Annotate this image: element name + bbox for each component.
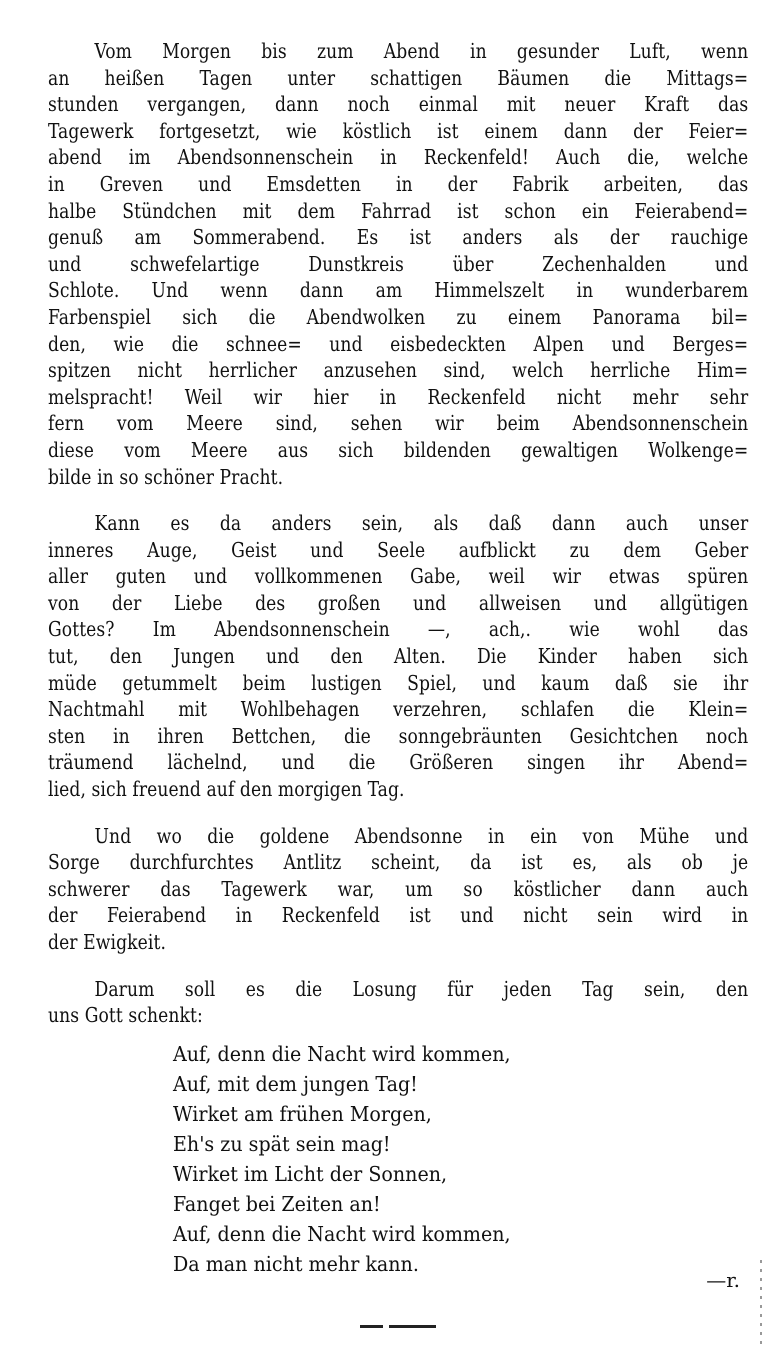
text-line: sten in ihren Bettchen, die sonngebräunten Gesichtchen noch <box>48 723 749 748</box>
author-signature: —r. <box>706 1268 740 1292</box>
text-line: Vom Morgen bis zum Abend in gesunder Luft, wenn <box>94 39 749 63</box>
text-line: Nachtmahl mit Wohlbehagen verzehren, schlafen die Klein= <box>48 697 749 722</box>
text-line: Und wo die goldene Abendsonne in ein von Mühe und <box>94 823 749 848</box>
text-line: an heißen Tagen unter schattigen Bäumen die Mittags= <box>48 65 749 90</box>
text-line: träumend lächelnd, und die Größeren singen ihr Abend= <box>48 750 749 775</box>
document-page <box>48 38 748 1279</box>
paragraph-1 <box>48 38 748 490</box>
text-line: uns Gott schenkt: <box>48 1003 203 1028</box>
text-line: der Feierabend in Reckenfeld ist und nicht sein wird in <box>48 903 749 928</box>
text-line: spitzen nicht herrlicher anzusehen sind, welch herrliche Him= <box>48 358 749 383</box>
poem-line: Auf, denn die Nacht wird kommen, <box>173 1221 511 1246</box>
text-line: Schlote. Und wenn dann am Himmelszelt in wunderbarem <box>48 278 749 303</box>
poem-line: Wirket am frühen Morgen, <box>173 1101 432 1126</box>
text-line: inneres Auge, Geist und Seele aufblickt zu dem Geber <box>48 537 749 562</box>
text-line: Sorge durchfurchtes Antlitz scheint, da ist es, als ob je <box>48 850 749 875</box>
section-separator-rule <box>360 1325 436 1328</box>
text-line: von der Liebe des großen und allweisen und allgütigen <box>48 590 749 615</box>
poem-line: Auf, denn die Nacht wird kommen, <box>173 1041 511 1066</box>
text-line: Tagewerk fortgesetzt, wie köstlich ist einem dann der Feier= <box>48 118 749 143</box>
text-line: Kann es da anders sein, als daß dann auch unser <box>94 511 749 536</box>
text-line: Gottes? Im Abendsonnenschein —, ach,. wie wohl das <box>48 617 749 642</box>
text-line: genuß am Sommerabend. Es ist anders als der rauchige <box>48 225 749 250</box>
paragraph-4 <box>48 976 748 1029</box>
text-line: tut, den Jungen und den Alten. Die Kinder haben sich <box>48 644 749 669</box>
text-line: halbe Stündchen mit dem Fahrrad ist schon ein Feierabend= <box>48 198 749 223</box>
paragraph-2 <box>48 510 748 803</box>
text-line: müde getummelt beim lustigen Spiel, und kaum daß sie ihr <box>48 670 749 695</box>
text-line: und schwefelartige Dunstkreis über Zechenhalden und <box>48 251 749 276</box>
text-line: schwerer das Tagewerk war, um so köstlicher dann auch <box>48 876 749 901</box>
paragraph-3 <box>48 823 748 956</box>
text-line: Darum soll es die Losung für jeden Tag sein, den <box>94 976 749 1001</box>
poem-line: Auf, mit dem jungen Tag! <box>173 1071 418 1096</box>
text-line: in Greven und Emsdetten in der Fabrik arbeiten, das <box>48 171 749 196</box>
text-line: fern vom Meere sind, sehen wir beim Abendsonnenschein <box>48 411 749 436</box>
text-line: aller guten und vollkommenen Gabe, weil wir etwas spüren <box>48 564 749 589</box>
poem-verse-block <box>173 1039 778 1279</box>
text-line: den, wie die schnee= und eisbedeckten Alpen und Berges= <box>48 331 749 356</box>
text-line: diese vom Meere aus sich bildenden gewaltigen Wolkenge= <box>48 437 749 462</box>
poem-line: Da man nicht mehr kann. <box>173 1251 419 1276</box>
text-line: lied, sich freuend auf den morgigen Tag. <box>48 777 405 802</box>
poem-line: Wirket im Licht der Sonnen, <box>173 1161 448 1186</box>
text-line: der Ewigkeit. <box>48 930 166 954</box>
text-line: Farbenspiel sich die Abendwolken zu einem Panorama bil= <box>48 304 749 329</box>
text-line: melspracht! Weil wir hier in Reckenfeld nicht mehr sehr <box>48 384 749 409</box>
poem-line: Fanget bei Zeiten an! <box>173 1191 381 1216</box>
text-line: abend im Abendsonnenschein in Reckenfeld! Auch die, welche <box>48 145 749 170</box>
text-line: stunden vergangen, dann noch einmal mit neuer Kraft das <box>48 92 749 117</box>
poem-line: Eh's zu spät sein mag! <box>173 1131 391 1156</box>
text-line: bilde in so schöner Pracht. <box>48 464 284 489</box>
scan-edge-artifact <box>760 1260 762 1346</box>
